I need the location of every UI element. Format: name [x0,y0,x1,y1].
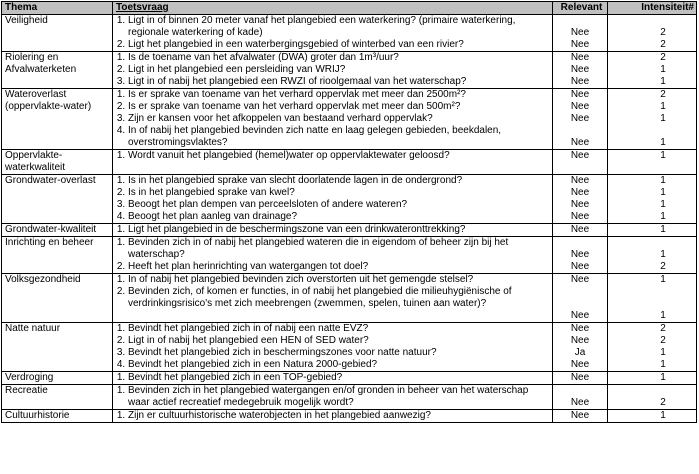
relevant-value: Nee [570,101,590,112]
question-item: 1. Ligt in of binnen 20 meter vanaf het plangebied een waterkering? (primaire waterkering, regionale waterkering of kade) [128,15,552,39]
header-row [2,2,697,15]
relevant-cell [553,410,608,423]
relevant-cell [553,52,608,89]
toetsvraag-cell [113,15,553,52]
table-row [2,372,697,385]
table-row [2,52,697,89]
question-item: 3. Zijn er kansen voor het afkoppelen van bestaand verhard oppervlak? [128,113,552,125]
question-item: 3. Bevindt het plangebied zich in beschermingszones voor natte natuur? [128,347,552,359]
intensiteit-cell [608,372,697,385]
toetsvraag-cell [113,52,553,89]
relevant-value: Nee [570,76,590,87]
thema-cell [2,52,113,89]
header-thema: Thema [2,2,113,15]
intensiteit-cell [608,237,697,274]
relevant-cell [553,150,608,175]
header-toetsvraag-label: Toetsvraag [116,2,169,13]
question-item: 2. Bevinden zich, of komen er functies, in of nabij het plangebied die milieuhygiënische of verdrinkingsrisico's met zich meebrengen (zwemmen, spelen, tuinen aan water)? [128,286,552,310]
thema-cell [2,15,113,52]
intensiteit-value: 1 [660,249,666,260]
thema-label: Wateroverlast (oppervlakte-water) [5,89,92,112]
relevant-cell [553,237,608,274]
table-row [2,150,697,175]
thema-cell [2,89,113,150]
intensiteit-value: 2 [660,397,666,408]
intensiteit-cell [608,15,697,52]
thema-cell [2,410,113,423]
question-item: 2. Ligt het plangebied in een waterbergingsgebied of winterbed van een rivier? [128,39,552,51]
question-list [116,89,552,149]
question-item: 2. Is in het plangebied sprake van kwel? [128,187,552,199]
relevant-value: Nee [570,372,590,383]
question-item: 1. Bevindt het plangebied zich in een TOP-gebied? [128,372,552,384]
relevant-value: Nee [570,113,590,124]
relevant-value: Nee [570,52,590,63]
intensiteit-value: 1 [660,274,666,285]
thema-label: Veiligheid [5,15,48,26]
relevant-value: Nee [570,410,590,421]
relevant-value: Nee [570,137,590,148]
table-row [2,224,697,237]
question-list [116,52,552,88]
thema-label: Inrichting en beheer [5,237,94,248]
relevant-cell [553,224,608,237]
relevant-value: Nee [570,261,590,272]
relevant-value: Ja [574,347,586,358]
intensiteit-cell [608,323,697,372]
toetsvraag-cell [113,89,553,150]
intensiteit-value: 2 [660,39,666,50]
intensiteit-cell [608,385,697,410]
relevant-cell [553,274,608,323]
thema-cell [2,150,113,175]
relevant-cell [553,175,608,224]
table-row [2,175,697,224]
thema-label: Cultuurhistorie [5,410,70,421]
intensiteit-value: 1 [660,101,666,112]
intensiteit-cell [608,224,697,237]
relevant-value: Nee [570,39,590,50]
relevant-cell [553,323,608,372]
thema-label: Volksgezondheid [5,274,81,285]
toetsvraag-cell [113,274,553,323]
intensiteit-value: 1 [660,347,666,358]
question-item: 2. Is er sprake van toename van het verhard oppervlak met meer dan 500m²? [128,101,552,113]
question-list [116,323,552,371]
thema-cell [2,385,113,410]
table-row [2,89,697,150]
thema-label: Recreatie [5,385,48,396]
relevant-value: Nee [570,274,590,285]
question-list [116,150,552,162]
relevant-cell [553,372,608,385]
relevant-value: Nee [570,175,590,186]
intensiteit-cell [608,89,697,150]
intensiteit-value: 1 [660,372,666,383]
thema-label: Oppervlakte-waterkwaliteit [5,150,66,173]
question-item: 3. Beoogt het plan dempen van perceelsloten of andere wateren? [128,199,552,211]
intensiteit-value: 1 [660,199,666,210]
intensiteit-value: 1 [660,175,666,186]
thema-cell [2,237,113,274]
thema-label: Grondwater-overlast [5,175,96,186]
toetsvraag-cell [113,323,553,372]
relevant-value: Nee [570,224,590,235]
toetsvraag-cell [113,385,553,410]
question-item: 1. Is de toename van het afvalwater (DWA) groter dan 1m³/uur? [128,52,552,64]
question-item: 1. Is er sprake van toename van het verhard oppervlak met meer dan 2500m²? [128,89,552,101]
intensiteit-value: 1 [660,187,666,198]
intensiteit-value: 2 [660,52,666,63]
relevant-value: Nee [570,359,590,370]
header-relevant: Relevant [553,2,608,15]
question-item: 1. Bevindt het plangebied zich in of nabij een natte EVZ? [128,323,552,335]
table-row [2,323,697,372]
intensiteit-value: 2 [660,323,666,334]
question-item: 4. Beoogt het plan aanleg van drainage? [128,211,552,223]
toetsvraag-cell [113,237,553,274]
relevant-value: Nee [570,64,590,75]
intensiteit-value: 1 [660,137,666,148]
thema-cell [2,274,113,323]
relevant-value: Nee [570,323,590,334]
relevant-value: Nee [570,27,590,38]
intensiteit-value: 1 [660,64,666,75]
table-row [2,410,697,423]
question-item: 1. Wordt vanuit het plangebied (hemel)water op oppervlaktewater geloosd? [128,150,552,162]
question-list [116,15,552,51]
question-item: 1. Is in het plangebied sprake van slecht doorlatende lagen in de ondergrond? [128,175,552,187]
table-row [2,237,697,274]
relevant-value: Nee [570,249,590,260]
intensiteit-cell [608,52,697,89]
thema-label: Grondwater-kwaliteit [5,224,97,235]
toetsvragen-table [1,1,697,423]
table-body [2,15,697,423]
question-list [116,237,552,273]
relevant-value: Nee [570,89,590,100]
intensiteit-value: 2 [660,27,666,38]
thema-cell [2,372,113,385]
toetsvraag-cell [113,410,553,423]
question-item: 1. Bevinden zich in het plangebied watergangen en/of gronden in beheer van het waterschap waar actief recreatief medegebruik mogelijk wordt? [128,385,552,409]
toetsvraag-cell [113,150,553,175]
question-list [116,175,552,223]
relevant-value: Nee [570,335,590,346]
relevant-value: Nee [570,150,590,161]
question-item: 4. In of nabij het plangebied bevinden zich natte en laag gelegen gebieden, beekdalen, overstromingsvlaktes? [128,125,552,149]
question-item: 1. Ligt het plangebied in de beschermingszone van een drinkwateronttrekking? [128,224,552,236]
table-row [2,274,697,323]
intensiteit-value: 2 [660,335,666,346]
question-item: 1. In of nabij het plangebied bevinden zich overstorten uit het gemengde stelsel? [128,274,552,286]
intensiteit-cell [608,410,697,423]
thema-label: Verdroging [5,372,54,383]
header-toetsvraag [113,2,553,15]
intensiteit-cell [608,150,697,175]
question-item: 3. Ligt in of nabij het plangebied een RWZI of rioolgemaal van het waterschap? [128,76,552,88]
table-row [2,15,697,52]
thema-cell [2,323,113,372]
toetsvraag-cell [113,224,553,237]
toetsvraag-cell [113,175,553,224]
thema-label: Natte natuur [5,323,61,334]
question-list [116,372,552,384]
intensiteit-value: 2 [660,89,666,100]
question-item: 1. Bevinden zich in of nabij het plangebied wateren die in eigendom of beheer zijn bij het waterschap? [128,237,552,261]
relevant-cell [553,89,608,150]
header-intensiteit: Intensiteit# [608,2,697,15]
table-row [2,385,697,410]
intensiteit-value: 1 [660,359,666,370]
question-list [116,274,552,310]
question-list [116,385,552,409]
intensiteit-cell [608,274,697,323]
intensiteit-value: 1 [660,224,666,235]
intensiteit-value: 1 [660,211,666,222]
thema-label: Riolering en Afvalwaterketen [5,52,77,75]
toetsvraag-cell [113,372,553,385]
question-list [116,224,552,236]
question-item: 2. Heeft het plan herinrichting van watergangen tot doel? [128,261,552,273]
relevant-value: Nee [570,211,590,222]
relevant-cell [553,385,608,410]
intensiteit-value: 2 [660,261,666,272]
intensiteit-value: 1 [660,310,666,321]
question-item: 1. Zijn er cultuurhistorische waterobjecten in het plangebied aanwezig? [128,410,552,422]
question-item: 4. Bevindt het plangebied zich in een Natura 2000-gebied? [128,359,552,371]
relevant-cell [553,15,608,52]
relevant-value: Nee [570,199,590,210]
question-item: 2. Ligt in het plangebied een persleiding van WRIJ? [128,64,552,76]
relevant-value: Nee [570,187,590,198]
relevant-value: Nee [570,310,590,321]
question-item: 2. Ligt in of nabij het plangebied een HEN of SED water? [128,335,552,347]
thema-cell [2,224,113,237]
intensiteit-value: 1 [660,76,666,87]
intensiteit-value: 1 [660,150,666,161]
question-list [116,410,552,422]
intensiteit-cell [608,175,697,224]
thema-cell [2,175,113,224]
intensiteit-value: 1 [660,113,666,124]
intensiteit-value: 1 [660,410,666,421]
relevant-value: Nee [570,397,590,408]
